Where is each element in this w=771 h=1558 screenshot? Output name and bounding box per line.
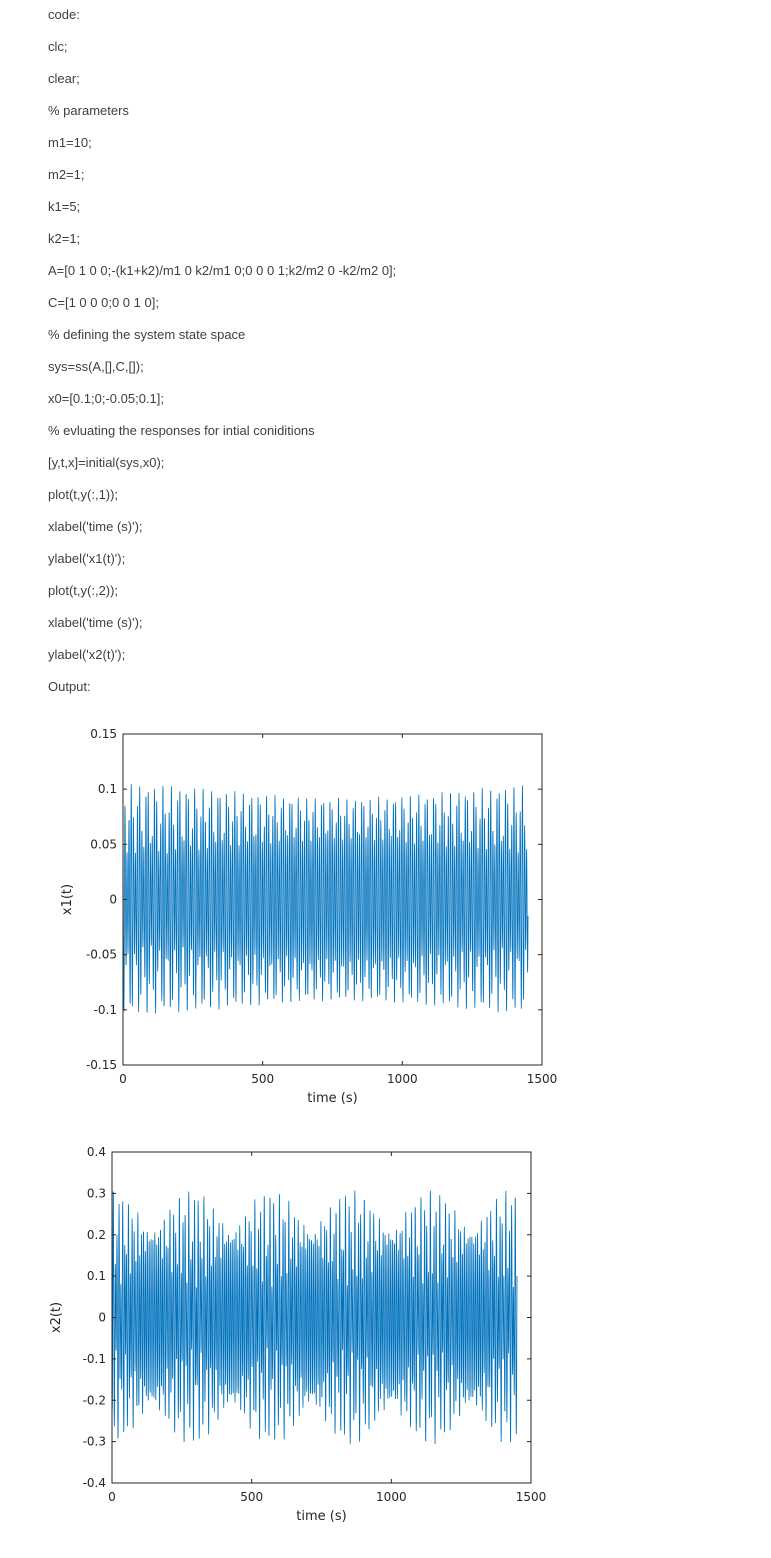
y-tick-label: 0.05 — [90, 837, 117, 852]
code-line: ylabel('x2(t)'); — [48, 647, 126, 662]
series-line — [112, 1190, 517, 1444]
code-line: k2=1; — [48, 231, 81, 246]
code-line: plot(t,y(:,2)); — [48, 583, 119, 598]
code-line: % evluating the responses for intial coniditions — [48, 423, 315, 438]
x-tick-label: 1000 — [376, 1490, 407, 1504]
x-tick-label: 1000 — [387, 1072, 418, 1086]
code-line: xlabel('time (s)'); — [48, 519, 143, 534]
y-tick-label: -0.1 — [93, 1002, 117, 1017]
x-tick-label: 0 — [108, 1490, 116, 1504]
code-line: C=[1 0 0 0;0 0 1 0]; — [48, 295, 159, 310]
code-line: k1=5; — [48, 199, 81, 214]
code-line: [y,t,x]=initial(sys,x0); — [48, 455, 165, 470]
y-tick-label: 0.1 — [97, 782, 117, 797]
code-line: clc; — [48, 39, 68, 54]
y-tick-label: -0.05 — [85, 947, 117, 962]
y-tick-label: -0.15 — [85, 1058, 117, 1072]
y-tick-label: -0.2 — [82, 1393, 106, 1408]
y-tick-label: -0.3 — [82, 1434, 106, 1449]
y-tick-label: 0 — [109, 892, 117, 907]
x-tick-label: 0 — [119, 1072, 127, 1086]
series-line — [123, 784, 528, 1013]
output-label: Output: — [48, 679, 91, 694]
x-tick-label: 500 — [251, 1072, 275, 1086]
code-line: m1=10; — [48, 135, 92, 150]
y-tick-label: 0 — [98, 1310, 106, 1325]
x1-response-plot — [0, 720, 771, 1140]
x-axis-label: time (s) — [307, 1091, 358, 1106]
y-tick-label: -0.4 — [82, 1476, 106, 1490]
x-axis-label: time (s) — [296, 1509, 347, 1524]
y-axis-label: x2(t) — [49, 1301, 64, 1334]
code-line: ylabel('x1(t)'); — [48, 551, 126, 566]
code-line: A=[0 1 0 0;-(k1+k2)/m1 0 k2/m1 0;0 0 0 1;k2/m2 0 -k2/m2 0]; — [48, 263, 397, 278]
code-label: code: — [48, 7, 80, 22]
x-tick-label: 1500 — [526, 1072, 558, 1086]
code-line: clear; — [48, 71, 80, 86]
code-line: plot(t,y(:,1)); — [48, 487, 119, 502]
y-tick-label: 0.1 — [86, 1269, 106, 1284]
y-tick-label: 0.4 — [86, 1145, 106, 1159]
code-line: m2=1; — [48, 167, 85, 182]
y-tick-label: -0.1 — [82, 1351, 106, 1366]
code-line: % defining the system state space — [48, 327, 246, 342]
code-line: % parameters — [48, 103, 129, 118]
x-tick-label: 500 — [240, 1490, 264, 1504]
code-line: xlabel('time (s)'); — [48, 615, 143, 630]
x-tick-label: 1500 — [515, 1490, 547, 1504]
y-tick-label: 0.2 — [86, 1227, 106, 1242]
x2-response-plot — [0, 1138, 771, 1558]
y-axis-label: x1(t) — [60, 883, 75, 916]
code-line: sys=ss(A,[],C,[]); — [48, 359, 144, 374]
code-line: x0=[0.1;0;-0.05;0.1]; — [48, 391, 164, 406]
y-tick-label: 0.15 — [90, 727, 117, 741]
y-tick-label: 0.3 — [86, 1186, 106, 1201]
